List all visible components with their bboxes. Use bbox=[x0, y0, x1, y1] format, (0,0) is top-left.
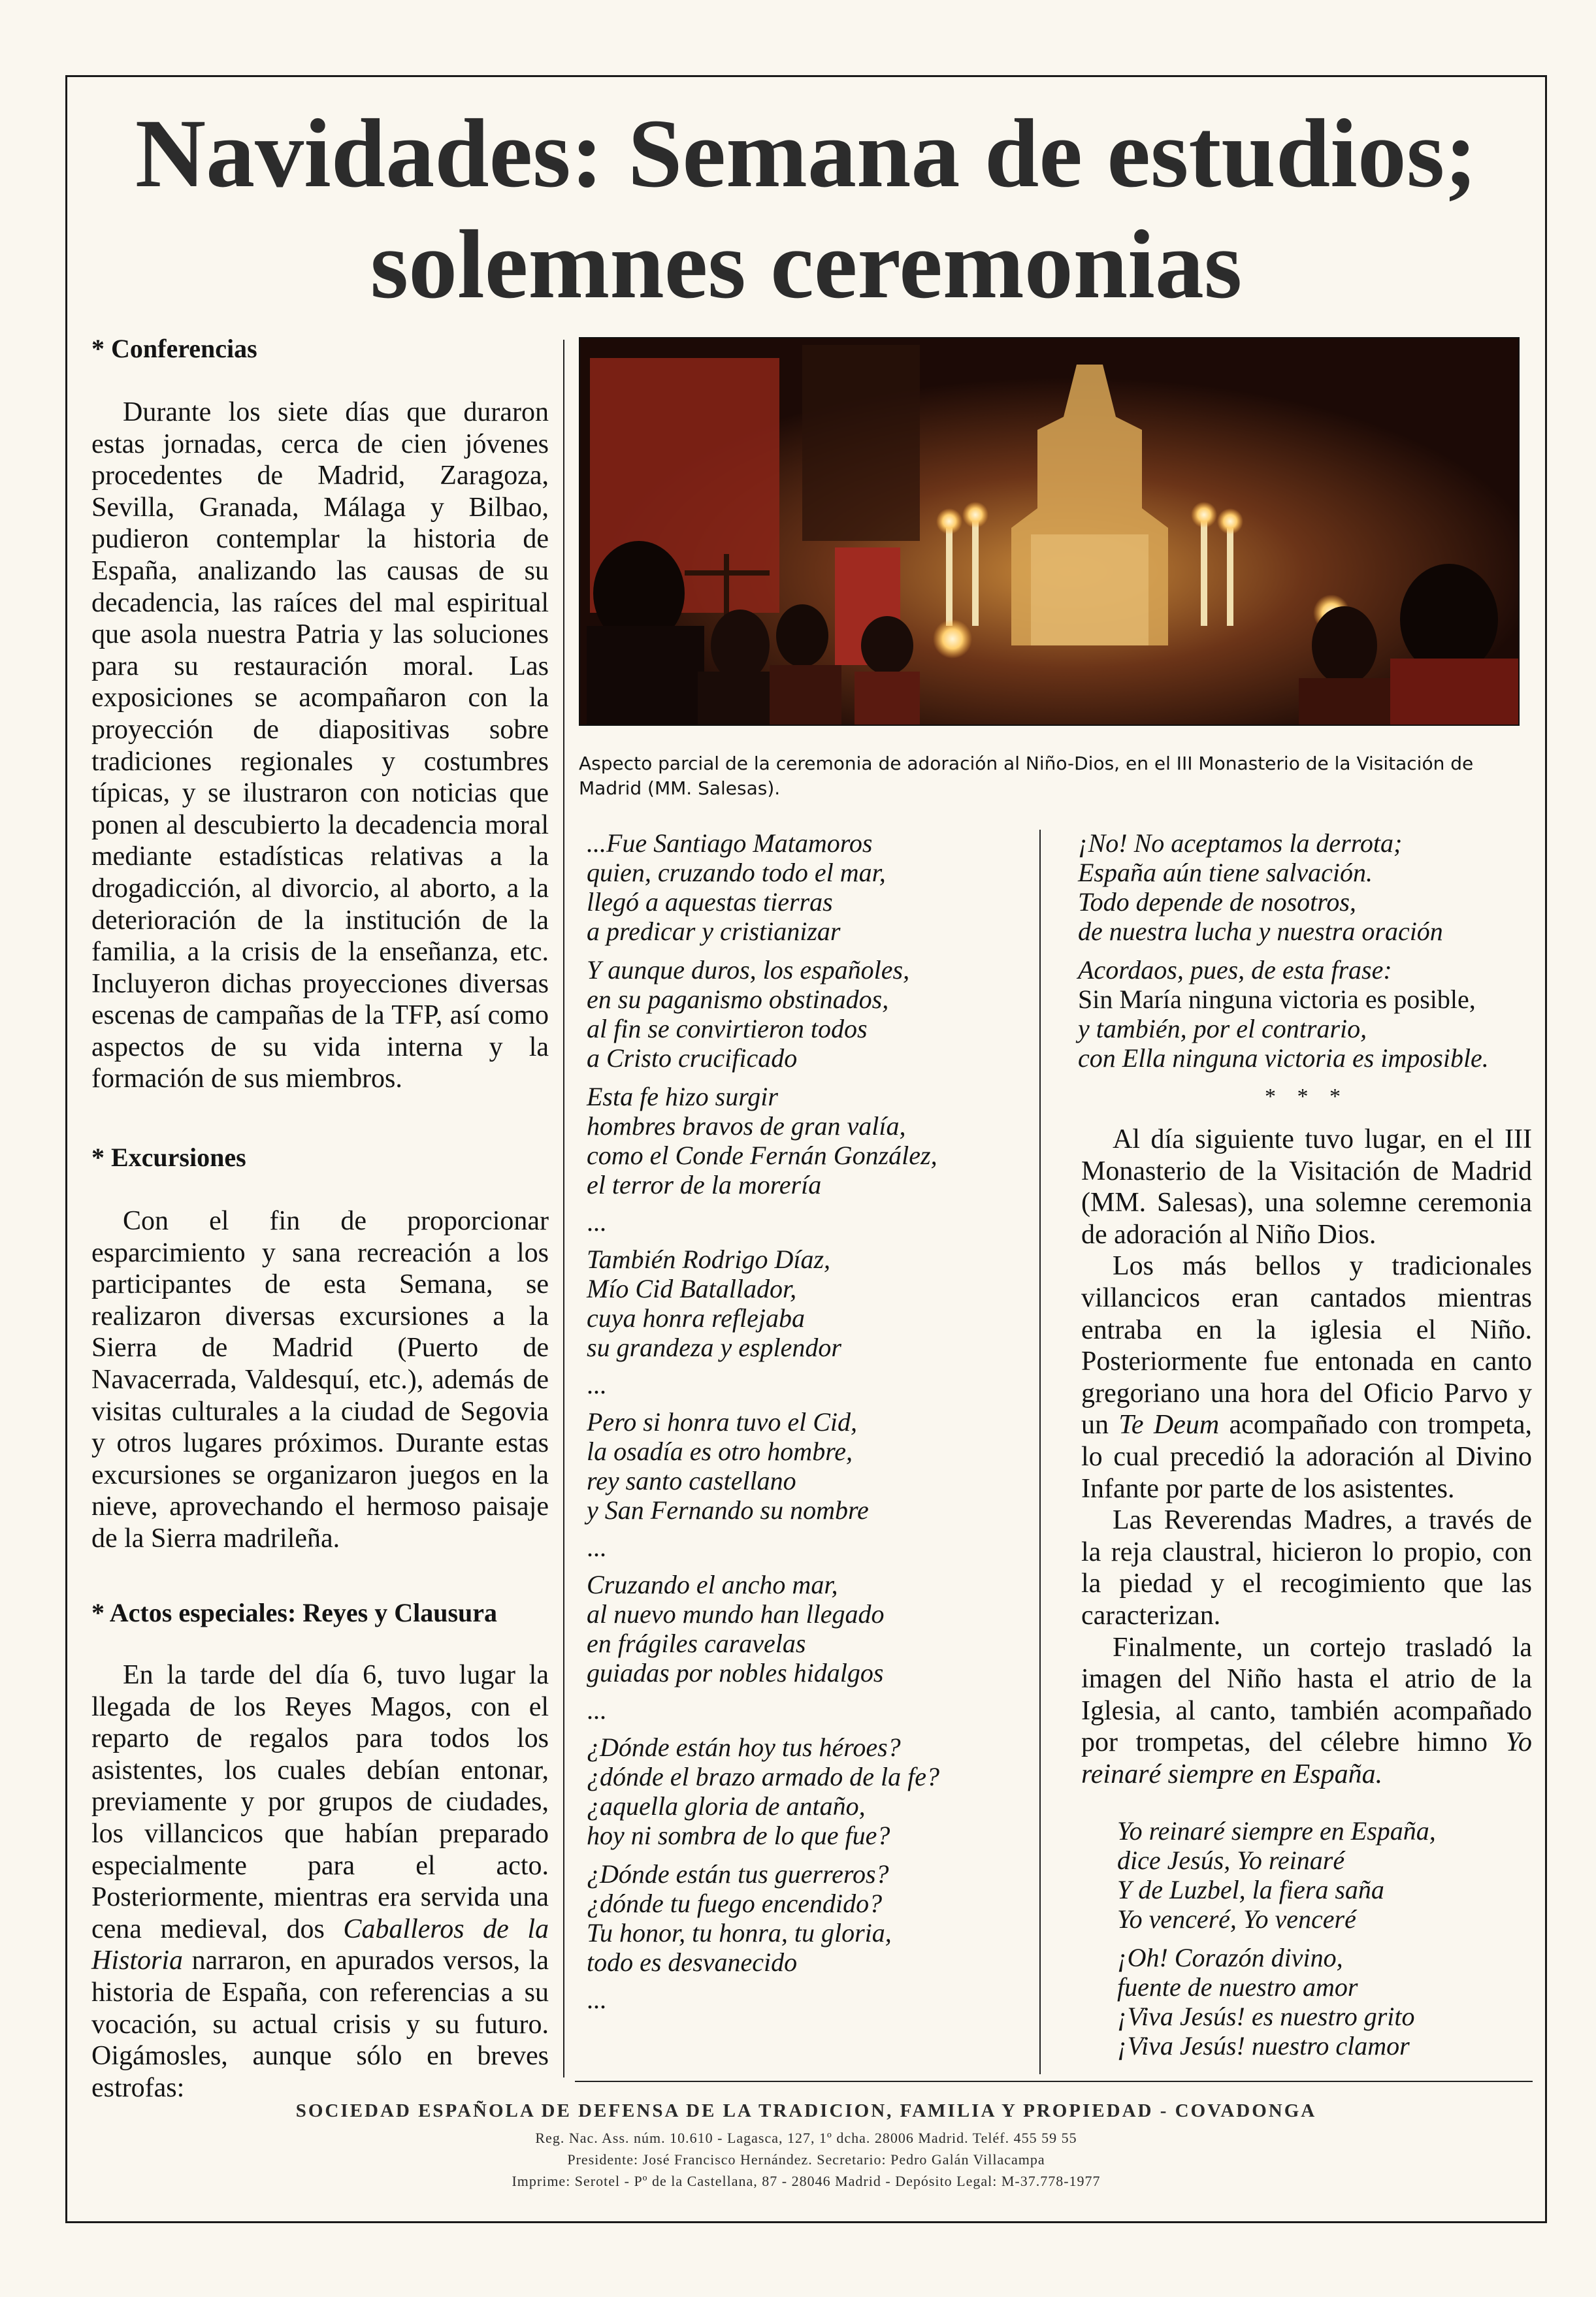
actos-section bbox=[91, 1597, 549, 2104]
poem-line: ¿Dónde están tus guerreros? bbox=[587, 1859, 889, 1889]
poem-line: todo es desvanecido bbox=[587, 1947, 798, 1977]
poem-stanza-3 bbox=[587, 1082, 1031, 1199]
actos-text-2: narraron, en apurados versos, la historia de España, con referencias a su vocación, su actual crisis y su futuro. Oigámosles, aunque sólo en breves estrofas: bbox=[91, 1946, 549, 2103]
ceremonia-p2-text-1: Los más bellos y tradicionales villancicos eran cantados mientras entraba en la iglesia el Niño. Posteriormente fue entonada en canto gregoriano una hora del Oficio Parvo y un bbox=[1081, 1251, 1532, 1441]
altar-illustration bbox=[580, 338, 1520, 726]
poem-line-roman: Sin María ninguna victoria es posible, bbox=[1078, 985, 1476, 1014]
poem-line: en su paganismo obstinados, bbox=[587, 985, 889, 1014]
poem-line: rey santo castellano bbox=[587, 1466, 796, 1495]
himno-stanza-2 bbox=[1117, 1943, 1535, 2061]
poem-line: hoy ni sombra de lo que fue? bbox=[587, 1821, 890, 1850]
conferencias-heading: * Conferencias bbox=[91, 334, 257, 363]
poem-ellipsis: ... bbox=[587, 1695, 606, 1725]
himno-line: ¡Viva Jesús! nuestro clamor bbox=[1117, 2031, 1410, 2061]
poem-stanza-1 bbox=[587, 828, 1031, 946]
actos-heading: * Actos especiales: Reyes y Clausura bbox=[91, 1598, 498, 1627]
poem-line: ¿Dónde están hoy tus héroes? bbox=[587, 1733, 901, 1762]
poem-line: a Cristo crucificado bbox=[587, 1043, 798, 1073]
actos-italic: Caballeros de la Historia bbox=[91, 1914, 549, 1976]
poem-line: Pero si honra tuvo el Cid, bbox=[587, 1407, 858, 1437]
poem-line: ¿dónde el brazo armado de la fe? bbox=[587, 1762, 939, 1791]
photo-caption: Aspecto parcial de la ceremonia de adoración al Niño-Dios, en el III Monasterio de la Visitación de Madrid (MM. Salesas). bbox=[579, 753, 1474, 799]
footer-rule bbox=[575, 2081, 1533, 2082]
footer-registration: Reg. Nac. Ass. núm. 10.610 - Lagasca, 127, 1º dcha. 28006 Madrid. Teléf. 455 59 55 bbox=[535, 2130, 1077, 2146]
himno-line: fuente de nuestro amor bbox=[1117, 1972, 1358, 2002]
poem-line: hombres bravos de gran valía, bbox=[587, 1111, 906, 1141]
poem-line: También Rodrigo Díaz, bbox=[587, 1245, 831, 1274]
himno-line: Y de Luzbel, la fiera saña bbox=[1117, 1875, 1384, 1904]
poem-right-column bbox=[1078, 828, 1535, 1115]
ceremonia-p2-italic: Te Deum bbox=[1118, 1410, 1220, 1441]
poem-line: en frágiles caravelas bbox=[587, 1629, 806, 1658]
poem-middle-column bbox=[587, 828, 1031, 2022]
poem-line: Esta fe hizo surgir bbox=[587, 1082, 778, 1111]
poem-line: al fin se convirtieron todos bbox=[587, 1014, 868, 1043]
poem-line: llegó a aquestas tierras bbox=[587, 887, 833, 917]
poem-line: su grandeza y esplendor bbox=[587, 1333, 841, 1362]
poem-stanza-7 bbox=[587, 1733, 1031, 1850]
poem-line: a predicar y cristianizar bbox=[587, 917, 841, 946]
poem-stanza-5 bbox=[587, 1407, 1031, 1525]
poem-line: con Ella ninguna victoria es imposible. bbox=[1078, 1043, 1489, 1073]
poem-ellipsis: ... bbox=[587, 1207, 606, 1237]
poem-line: Acordaos, pues, de esta frase: bbox=[1078, 955, 1392, 985]
poem-line: Mío Cid Batallador, bbox=[587, 1274, 797, 1303]
poem-stanza-8 bbox=[587, 1859, 1031, 1977]
poem-right-stanza-2 bbox=[1078, 955, 1535, 1073]
himno-line: ¡Viva Jesús! es nuestro grito bbox=[1117, 2002, 1415, 2031]
poem-line: España aún tiene salvación. bbox=[1078, 858, 1373, 887]
poem-line: ¿dónde tu fuego encendido? bbox=[587, 1889, 883, 1918]
column-rule-left bbox=[563, 340, 564, 2077]
footer-officers: Presidente: José Francisco Hernández. Secretario: Pedro Galán Villacampa bbox=[567, 2151, 1045, 2168]
actos-paragraph bbox=[91, 1659, 549, 2104]
poem-line: guiadas por nobles hidalgos bbox=[587, 1658, 884, 1687]
poem-line: cuya honra reflejaba bbox=[587, 1303, 806, 1333]
excursiones-section bbox=[91, 1142, 549, 1555]
footer bbox=[65, 2100, 1547, 2192]
poem-stanza-4 bbox=[587, 1245, 1031, 1362]
himno-line: Yo reinaré siempre en España, bbox=[1117, 1816, 1436, 1846]
title-line-1: Navidades: Semana de estudios; bbox=[135, 99, 1478, 208]
page-title bbox=[65, 98, 1547, 320]
ceremonia-paragraph-2 bbox=[1081, 1250, 1532, 1505]
actos-text-1: En la tarde del día 6, tuvo lugar la llegada de los Reyes Magos, con el reparto de regalos para todos los asistentes, los cuales debían entonar, previamente y por grupos de ciudades, los villancicos que habían preparado especialmente para el acto. Posteriormente, mientras era servida una cena medieval, dos bbox=[91, 1660, 549, 1944]
poem-stanza-6 bbox=[587, 1570, 1031, 1687]
poem-line: al nuevo mundo han llegado bbox=[587, 1599, 885, 1629]
footer-organization: SOCIEDAD ESPAÑOLA DE DEFENSA DE LA TRADICION, FAMILIA Y PROPIEDAD - COVADONGA bbox=[295, 2100, 1317, 2121]
footer-printer: Imprime: Serotel - Pº de la Castellana, 87 - 28046 Madrid - Depósito Legal: M-37.778-1977 bbox=[512, 2173, 1101, 2189]
ceremonia-p2-text-2: acompañado con trompeta, lo cual precedió la adoración al Divino Infante por parte de los asistentes. bbox=[1081, 1410, 1533, 1504]
poem-line: Tu honor, tu honra, tu gloria, bbox=[587, 1918, 892, 1947]
himno-line: ¡Oh! Corazón divino, bbox=[1117, 1943, 1343, 1972]
poem-line: y también, por el contrario, bbox=[1078, 1014, 1367, 1043]
poem-line: el terror de la morería bbox=[587, 1170, 822, 1199]
poem-ellipsis: ... bbox=[587, 1370, 606, 1399]
poem-right-stanza-1 bbox=[1078, 828, 1535, 946]
column-rule-right bbox=[1039, 830, 1041, 2074]
poem-stanza-2 bbox=[587, 955, 1031, 1073]
poem-line: ...Fue Santiago Matamoros bbox=[587, 828, 873, 858]
section-separator-stars: * * * bbox=[1265, 1084, 1348, 1109]
poem-line: Y aunque duros, los españoles, bbox=[587, 955, 910, 985]
himno-verse bbox=[1117, 1816, 1535, 2070]
title-line-2: solemnes ceremonias bbox=[370, 210, 1243, 319]
poem-line: Cruzando el ancho mar, bbox=[587, 1570, 838, 1599]
ceremonia-section bbox=[1081, 1124, 1532, 1790]
himno-stanza-1 bbox=[1117, 1816, 1535, 1934]
ceremonia-paragraph-4 bbox=[1081, 1632, 1532, 1791]
poem-line: quien, cruzando todo el mar, bbox=[587, 858, 886, 887]
conferencias-paragraph: Durante los siete días que duraron estas jornadas, cerca de cien jóvenes procedentes de Madrid, Zaragoza, Sevilla, Granada, Málaga y Bilbao, pudieron contemplar la historia de España, analizando las causas de su decadencia, las raíces del mal espiritual que asola nuestra Patria y las soluciones para su restauración moral. Las exposiciones se acompañaron con la proyección de diapositivas sobre tradiciones regionales y costumbres típicas, y se ilustraron con noticias que ponen al descubierto la decadencia moral mediante estadísticas relativas a la drogadicción, al divorcio, al aborto, a la deterioración de la institución de la familia, a la crisis de la enseñanza, etc. Incluyeron dichas proyecciones diversas escenas de campañas de la TFP, así como aspectos de su vida interna y la formación de sus miembros. bbox=[91, 397, 549, 1094]
poem-line: ¡No! No aceptamos la derrota; bbox=[1078, 828, 1403, 858]
himno-line: dice Jesús, Yo reinaré bbox=[1117, 1846, 1345, 1875]
poem-ellipsis: ... bbox=[587, 1533, 606, 1562]
poem-line: como el Conde Fernán González, bbox=[587, 1141, 937, 1170]
poem-ellipsis: ... bbox=[587, 1985, 606, 2014]
himno-line: Yo venceré, Yo venceré bbox=[1117, 1904, 1356, 1934]
poem-line: y San Fernando su nombre bbox=[587, 1495, 869, 1525]
poem-line: Todo depende de nosotros, bbox=[1078, 887, 1356, 917]
ceremony-photo bbox=[579, 337, 1520, 726]
excursiones-paragraph: Con el fin de proporcionar esparcimiento y sana recreación a los participantes de esta Semana, se realizaron diversas excursiones a la Sierra de Madrid (Puerto de Navacerrada, Valdesquí, etc.), además de visitas culturales a la ciudad de Segovia y otros lugares próximos. Durante estas excursiones se organizaron juegos en la nieve, aprovechando el hermoso paisaje de la Sierra madrileña. bbox=[91, 1206, 549, 1554]
ceremonia-paragraph-1: Al día siguiente tuvo lugar, en el III Monasterio de la Visitación de Madrid (MM. Salesas), una solemne ceremonia de adoración al Niño Dios. bbox=[1081, 1124, 1532, 1250]
conferencias-section bbox=[91, 333, 549, 1095]
ceremonia-paragraph-3: Las Reverendas Madres, a través de la reja claustral, hicieron lo propio, con la piedad y el recogimiento que las caracterizan. bbox=[1081, 1505, 1532, 1631]
poem-line: la osadía es otro hombre, bbox=[587, 1437, 853, 1466]
poem-line: ¿aquella gloria de antaño, bbox=[587, 1791, 866, 1821]
ceremonia-p4-text: Finalmente, un cortejo trasladó la imagen del Niño hasta el atrio de la Iglesia, al canto, también acompañado por trompetas, del célebre himno bbox=[1081, 1632, 1532, 1758]
poem-line: de nuestra lucha y nuestra oración bbox=[1078, 917, 1443, 946]
ceremonia-p4-italic: Yo reinaré siempre en España. bbox=[1081, 1727, 1532, 1789]
excursiones-heading: * Excursiones bbox=[91, 1143, 246, 1172]
